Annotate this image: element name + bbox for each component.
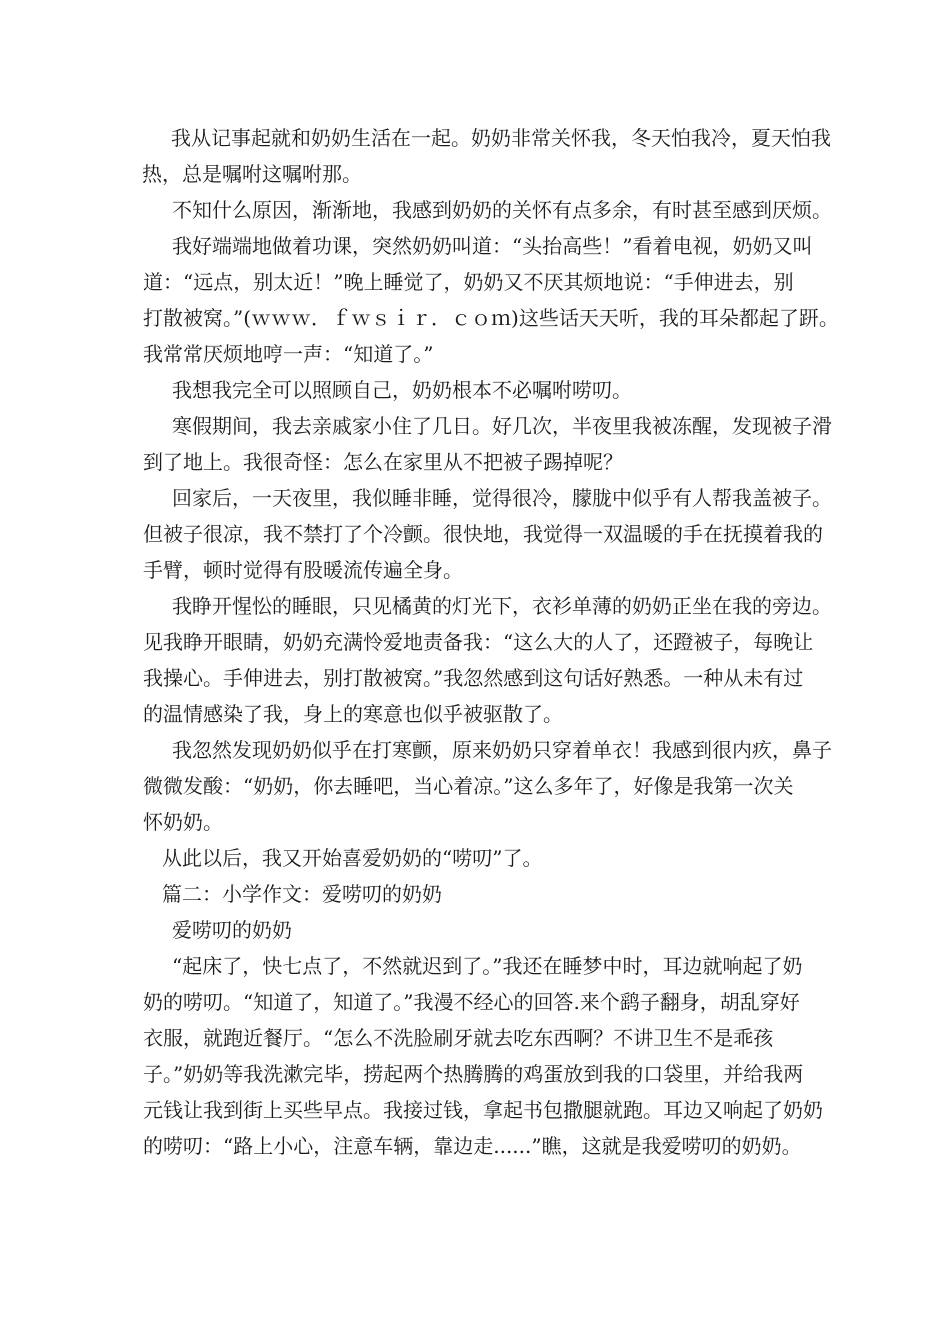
article-title: 爱唠叨的奶奶	[172, 918, 292, 942]
section-heading: 篇二：小学作文：爱唠叨的奶奶	[162, 882, 442, 906]
text-line: 道：“远点，别太近！”晚上睡觉了，奶奶又不厌其烦地说：“手伸进去，别	[143, 270, 794, 294]
text-line: 我操心。手伸进去，别打散被窝。”我忽然感到这句话好熟悉。一种从未有过	[143, 666, 804, 690]
text-line: 我好端端地做着功课，突然奶奶叫道：“头抬高些！”看着电视，奶奶又叫	[172, 234, 813, 258]
text-line: 我从记事起就和奶奶生活在一起。奶奶非常关怀我，冬天怕我冷，夏天怕我	[171, 126, 831, 150]
text-line: 但被子很凉，我不禁打了个冷颤。很快地，我觉得一双温暖的手在抚摸着我的	[143, 522, 823, 546]
text-line: “起床了，快七点了，不然就迟到了。”我还在睡梦中时，耳边就响起了奶	[172, 954, 803, 978]
text-line: 我想我完全可以照顾自己，奶奶根本不必嘱咐唠叨。	[172, 378, 632, 402]
text-line: 见我睁开眼睛，奶奶充满怜爱地责备我：“这么大的人了，还蹬被子，每晚让	[143, 630, 814, 654]
text-line: 从此以后，我又开始喜爱奶奶的“唠叨”了。	[162, 846, 543, 870]
text-line: 到了地上。我很奇怪：怎么在家里从不把被子踢掉呢？	[143, 450, 623, 474]
text-line: 怀奶奶。	[143, 810, 223, 834]
text-line: 奶的唠叨。“知道了，知道了。”我漫不经心的回答.来个鹞子翻身，胡乱穿好	[143, 990, 800, 1014]
text-line: 微微发酸：“奶奶，你去睡吧，当心着凉。”这么多年了，好像是我第一次关	[143, 774, 794, 798]
text-line: 的唠叨：“路上小心，注意车辆，靠边走......”瞧，这就是我爱唠叨的奶奶。	[143, 1134, 802, 1158]
text-line: 元钱让我到街上买些早点。我接过钱，拿起书包撒腿就跑。耳边又响起了奶奶	[143, 1098, 823, 1122]
text-line: 我忽然发现奶奶似乎在打寒颤，原来奶奶只穿着单衣！我感到很内疚，鼻子	[172, 738, 832, 762]
text-line: 打散被窝。”(ｗｗｗ．ｆｗｓｉｒ．ｃｏｍ)这些话天天听，我的耳朵都起了趼。	[143, 306, 839, 330]
text-line: 我睁开惺忪的睡眼，只见橘黄的灯光下，衣衫单薄的奶奶正坐在我的旁边。	[172, 594, 832, 618]
text-line: 子。”奶奶等我洗漱完毕，捞起两个热腾腾的鸡蛋放到我的口袋里，并给我两	[143, 1062, 804, 1086]
text-line: 热，总是嘱咐这嘱咐那。	[142, 162, 362, 186]
text-line: 回家后，一天夜里，我似睡非睡，觉得很冷，朦胧中似乎有人帮我盖被子。	[172, 486, 832, 510]
text-line: 不知什么原因，渐渐地，我感到奶奶的关怀有点多余，有时甚至感到厌烦。	[172, 198, 832, 222]
text-line: 衣服，就跑近餐厅。“怎么不洗脸刷牙就去吃东西啊？不讲卫生不是乖孩	[143, 1026, 774, 1050]
text-line: 手臂，顿时觉得有股暖流传遍全身。	[143, 558, 463, 582]
text-line: 我常常厌烦地哼一声：“知道了。”	[143, 342, 434, 366]
text-line: 的温情感染了我，身上的寒意也似乎被驱散了。	[143, 702, 563, 726]
text-line: 寒假期间，我去亲戚家小住了几日。好几次，半夜里我被冻醒，发现被子滑	[172, 414, 832, 438]
